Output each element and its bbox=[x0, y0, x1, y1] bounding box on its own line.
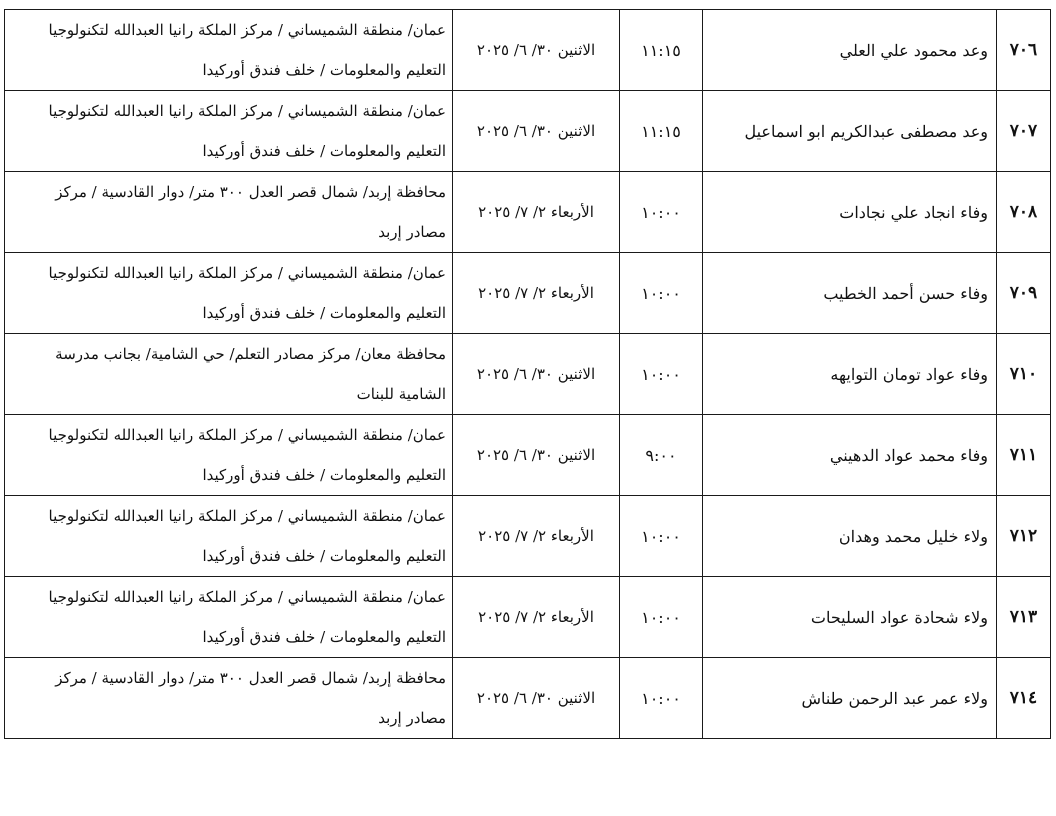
location-cell bbox=[5, 496, 453, 577]
date-cell: الأربعاء ٢/ ٧/ ٢٠٢٥ bbox=[453, 172, 620, 253]
row-number-cell: ٧٠٨ bbox=[997, 172, 1051, 253]
name-cell: وفاء حسن أحمد الخطيب bbox=[703, 253, 997, 334]
name-cell: ولاء عمر عبد الرحمن طناش bbox=[703, 658, 997, 739]
location-cell bbox=[5, 415, 453, 496]
table-row bbox=[5, 253, 1051, 334]
location-cell bbox=[5, 172, 453, 253]
time-cell: ١٠:٠٠ bbox=[620, 577, 703, 658]
date-cell: الاثنين ٣٠/ ٦/ ٢٠٢٥ bbox=[453, 415, 620, 496]
location-line-2: التعليم والمعلومات / خلف فندق أوركيدا bbox=[202, 142, 446, 160]
row-number-cell: ٧١٠ bbox=[997, 334, 1051, 415]
schedule-table-body bbox=[5, 10, 1051, 739]
name-cell: وفاء محمد عواد الدهيني bbox=[703, 415, 997, 496]
time-cell: ١٠:٠٠ bbox=[620, 172, 703, 253]
name-cell: وعد محمود علي العلي bbox=[703, 10, 997, 91]
row-number-cell: ٧١٣ bbox=[997, 577, 1051, 658]
row-number-cell: ٧١١ bbox=[997, 415, 1051, 496]
row-number-cell: ٧٠٦ bbox=[997, 10, 1051, 91]
time-cell: ١١:١٥ bbox=[620, 10, 703, 91]
location-line-1: عمان/ منطقة الشميساني / مركز الملكة رانيا العبدالله لتكنولوجيا bbox=[48, 426, 446, 444]
location-line-1: محافظة إربد/ شمال قصر العدل ٣٠٠ متر/ دوار القادسية / مركز bbox=[55, 183, 446, 201]
location-line-1: محافظة معان/ مركز مصادر التعلم/ حي الشامية/ بجانب مدرسة bbox=[55, 345, 446, 363]
name-cell: وفاء انجاد علي نجادات bbox=[703, 172, 997, 253]
date-cell: الأربعاء ٢/ ٧/ ٢٠٢٥ bbox=[453, 577, 620, 658]
table-row bbox=[5, 658, 1051, 739]
date-cell: الاثنين ٣٠/ ٦/ ٢٠٢٥ bbox=[453, 91, 620, 172]
schedule-table bbox=[4, 9, 1051, 739]
location-cell bbox=[5, 253, 453, 334]
date-cell: الاثنين ٣٠/ ٦/ ٢٠٢٥ bbox=[453, 10, 620, 91]
location-line-2: مصادر إربد bbox=[378, 223, 446, 241]
time-cell: ١١:١٥ bbox=[620, 91, 703, 172]
location-cell bbox=[5, 658, 453, 739]
table-row bbox=[5, 91, 1051, 172]
time-cell: ٩:٠٠ bbox=[620, 415, 703, 496]
row-number-cell: ٧٠٧ bbox=[997, 91, 1051, 172]
location-line-2: التعليم والمعلومات / خلف فندق أوركيدا bbox=[202, 547, 446, 565]
location-line-1: عمان/ منطقة الشميساني / مركز الملكة رانيا العبدالله لتكنولوجيا bbox=[48, 102, 446, 120]
time-cell: ١٠:٠٠ bbox=[620, 496, 703, 577]
location-cell bbox=[5, 577, 453, 658]
date-cell: الاثنين ٣٠/ ٦/ ٢٠٢٥ bbox=[453, 334, 620, 415]
location-line-2: الشامية للبنات bbox=[356, 385, 446, 403]
location-line-1: عمان/ منطقة الشميساني / مركز الملكة رانيا العبدالله لتكنولوجيا bbox=[48, 588, 446, 606]
location-cell bbox=[5, 91, 453, 172]
table-row bbox=[5, 415, 1051, 496]
location-cell bbox=[5, 10, 453, 91]
location-line-1: عمان/ منطقة الشميساني / مركز الملكة رانيا العبدالله لتكنولوجيا bbox=[48, 21, 446, 39]
location-line-2: التعليم والمعلومات / خلف فندق أوركيدا bbox=[202, 466, 446, 484]
table-row bbox=[5, 172, 1051, 253]
time-cell: ١٠:٠٠ bbox=[620, 253, 703, 334]
table-row bbox=[5, 10, 1051, 91]
location-line-2: مصادر إربد bbox=[378, 709, 446, 727]
row-number-cell: ٧١٢ bbox=[997, 496, 1051, 577]
location-line-1: عمان/ منطقة الشميساني / مركز الملكة رانيا العبدالله لتكنولوجيا bbox=[48, 507, 446, 525]
location-line-2: التعليم والمعلومات / خلف فندق أوركيدا bbox=[202, 304, 446, 322]
location-line-1: محافظة إربد/ شمال قصر العدل ٣٠٠ متر/ دوار القادسية / مركز bbox=[55, 669, 446, 687]
location-line-2: التعليم والمعلومات / خلف فندق أوركيدا bbox=[202, 61, 446, 79]
table-row bbox=[5, 496, 1051, 577]
date-cell: الأربعاء ٢/ ٧/ ٢٠٢٥ bbox=[453, 253, 620, 334]
location-cell bbox=[5, 334, 453, 415]
table-row bbox=[5, 577, 1051, 658]
name-cell: وعد مصطفى عبدالكريم ابو اسماعيل bbox=[703, 91, 997, 172]
date-cell: الأربعاء ٢/ ٧/ ٢٠٢٥ bbox=[453, 496, 620, 577]
time-cell: ١٠:٠٠ bbox=[620, 334, 703, 415]
row-number-cell: ٧٠٩ bbox=[997, 253, 1051, 334]
name-cell: وفاء عواد تومان التوايهه bbox=[703, 334, 997, 415]
row-number-cell: ٧١٤ bbox=[997, 658, 1051, 739]
location-line-1: عمان/ منطقة الشميساني / مركز الملكة رانيا العبدالله لتكنولوجيا bbox=[48, 264, 446, 282]
time-cell: ١٠:٠٠ bbox=[620, 658, 703, 739]
location-line-2: التعليم والمعلومات / خلف فندق أوركيدا bbox=[202, 628, 446, 646]
date-cell: الاثنين ٣٠/ ٦/ ٢٠٢٥ bbox=[453, 658, 620, 739]
table-row bbox=[5, 334, 1051, 415]
name-cell: ولاء شحادة عواد السليحات bbox=[703, 577, 997, 658]
name-cell: ولاء خليل محمد وهدان bbox=[703, 496, 997, 577]
